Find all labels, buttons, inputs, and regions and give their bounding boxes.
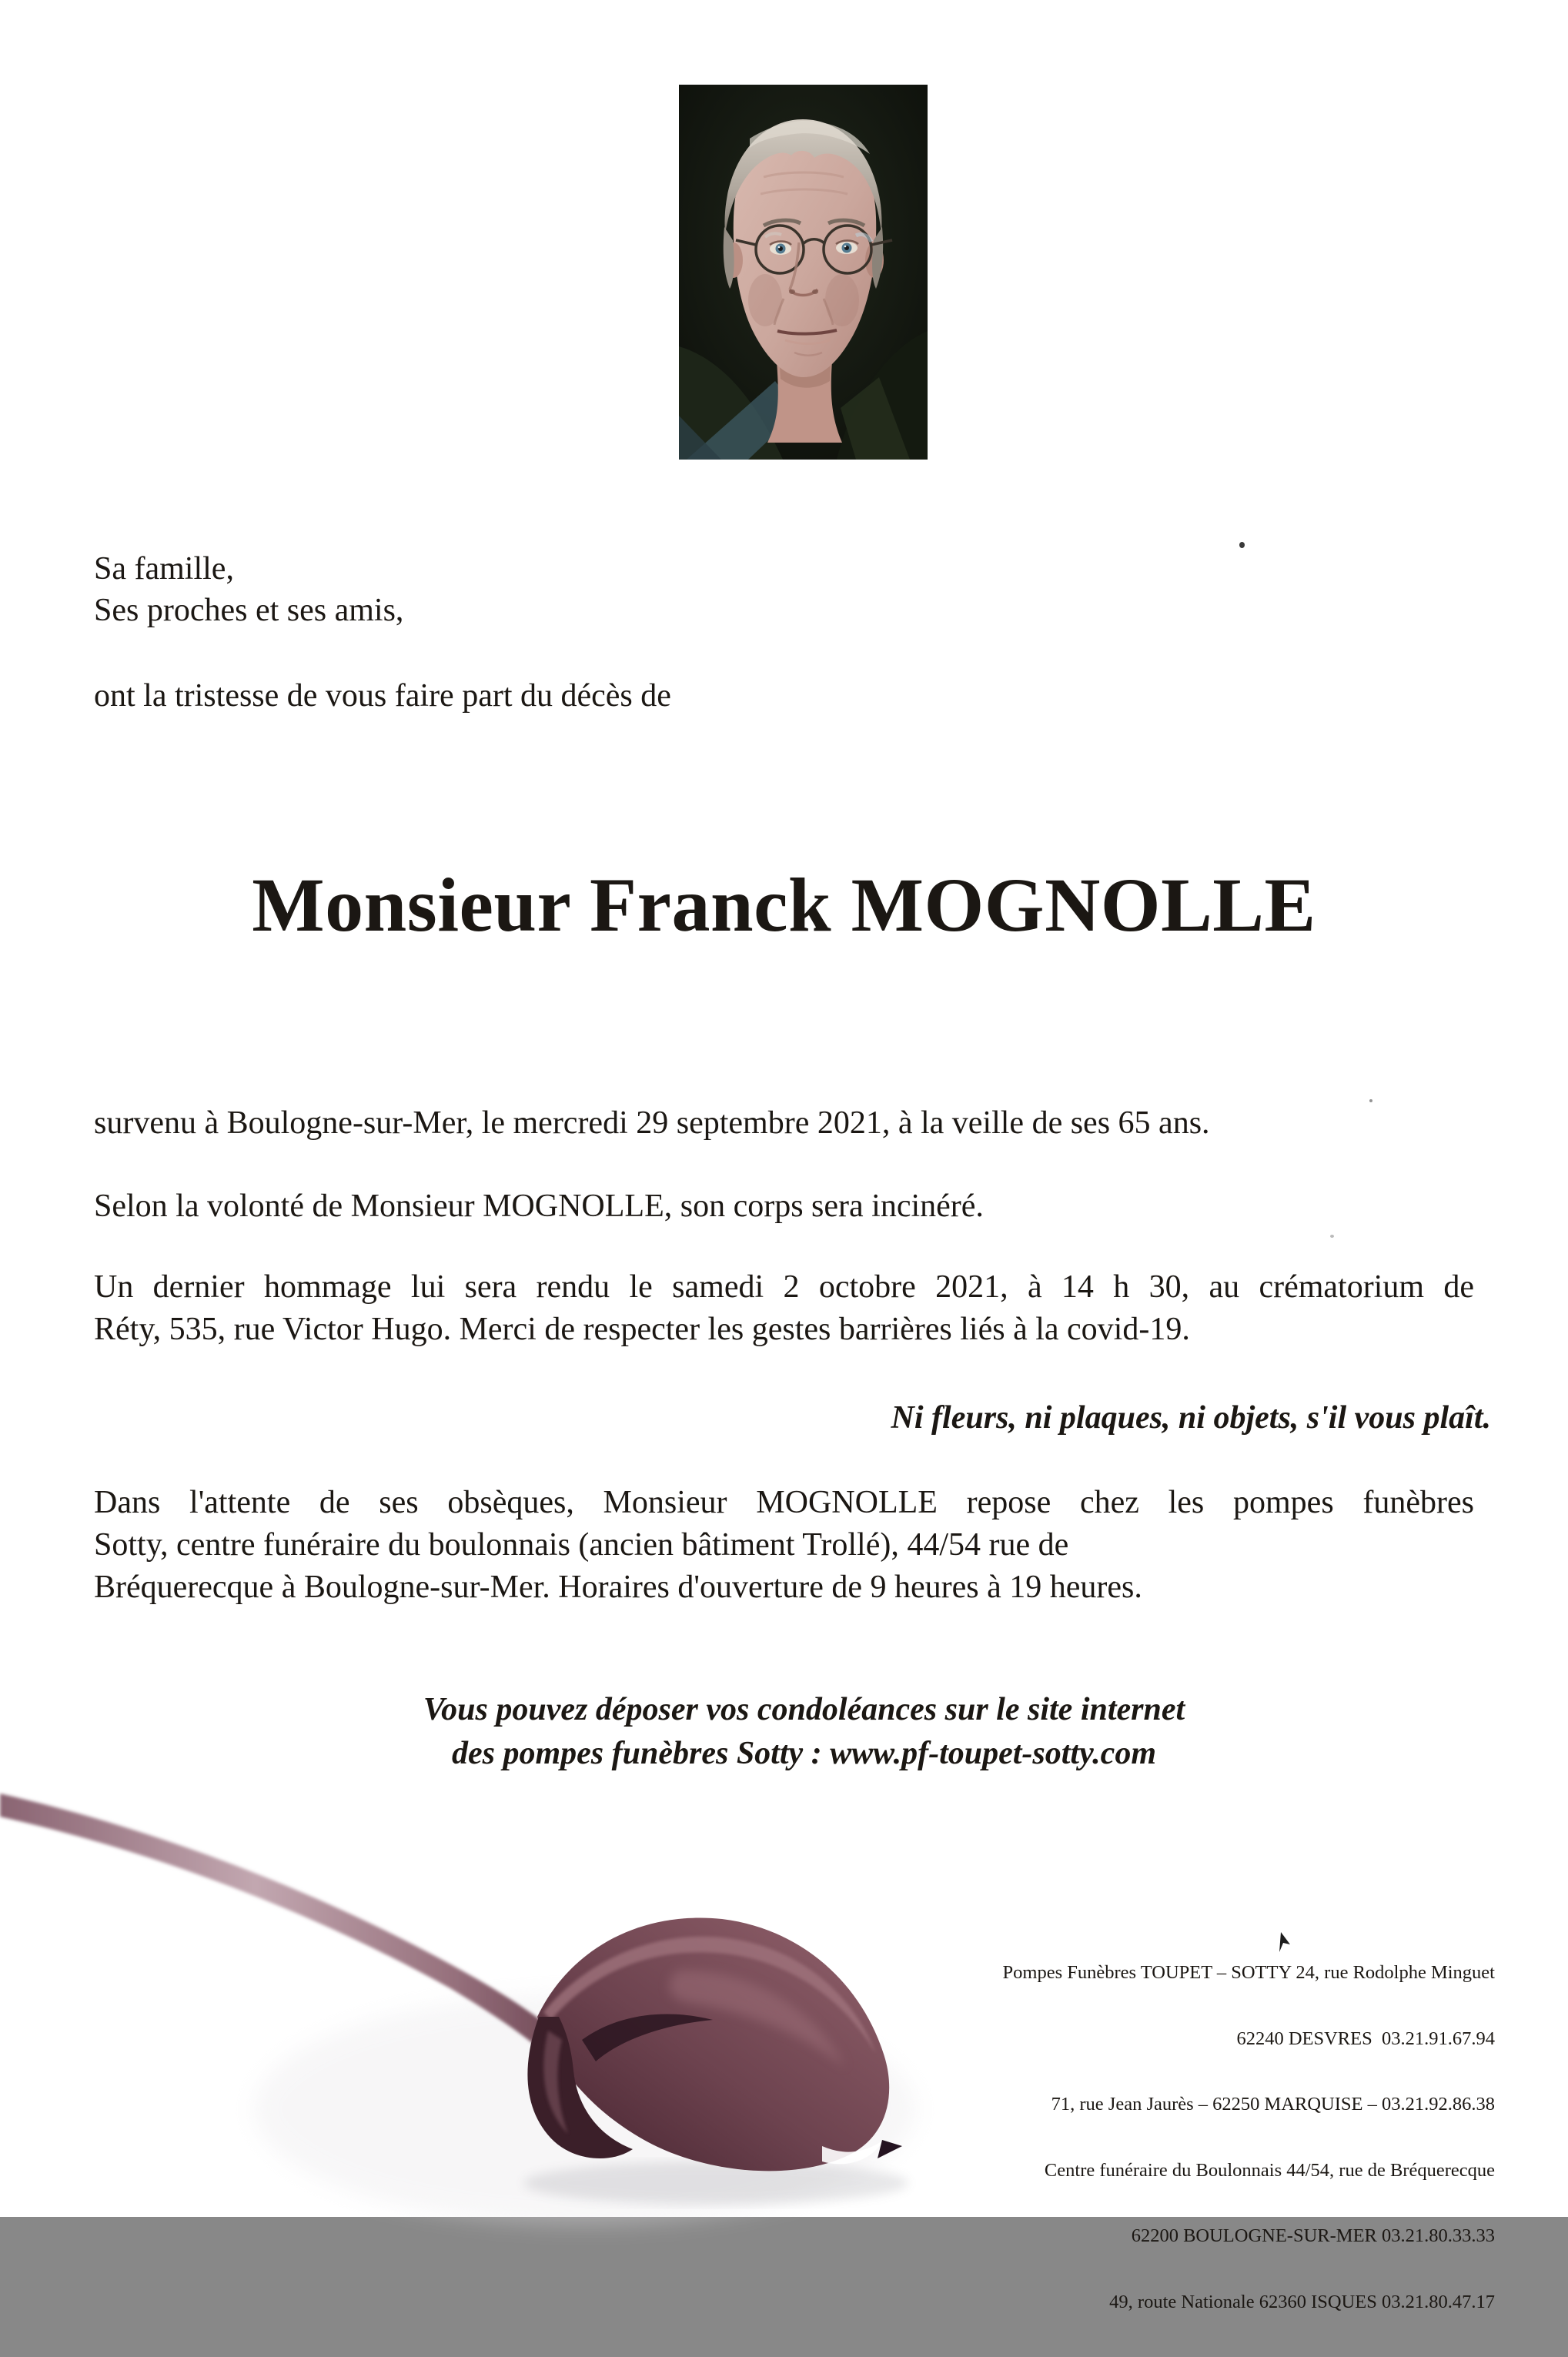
footer-line: Pompes Funèbres TOUPET – SOTTY 24, rue Rodolphe Minguet	[1002, 1962, 1495, 1983]
footer-line: 71, rue Jean Jaurès – 62250 MARQUISE – 03.21.92.86.38	[1051, 2094, 1495, 2115]
scan-speck	[1330, 1235, 1334, 1238]
cursor-artifact	[1272, 1931, 1292, 1954]
intro-line-2: Ses proches et ses amis,	[94, 593, 404, 628]
paragraph-wish: Selon la volonté de Monsieur MOGNOLLE, son corps sera incinéré.	[94, 1189, 984, 1224]
footer-line: Centre funéraire du Boulonnais 44/54, rue de Bréquerecque	[1044, 2159, 1495, 2181]
paragraph-repose-line-3: Bréquerecque à Boulogne-sur-Mer. Horaires d'ouverture de 9 heures à 19 heures.	[94, 1570, 1142, 1605]
paragraph-homage-line-1: Un dernier hommage lui sera rendu le samedi 2 octobre 2021, à 14 h 30, au crématorium de	[94, 1269, 1474, 1305]
page-title: Monsieur Franck MOGNOLLE	[252, 862, 1316, 948]
paragraph-homage-line-2: Réty, 535, rue Victor Hugo. Merci de respecter les gestes barrières liés à la covid-19.	[94, 1312, 1190, 1347]
calla-lily-image	[0, 1786, 924, 2217]
funeral-home-contact-block	[847, 1918, 1495, 2357]
condolences-line-2: des pompes funèbres Sotty : www.pf-toupet-sotty.com	[452, 1736, 1156, 1771]
intro-line-3: ont la tristesse de vous faire part du décès de	[94, 678, 671, 714]
scan-speck	[1239, 542, 1245, 548]
paragraph-repose-line-1: Dans l'attente de ses obsèques, Monsieur MOGNOLLE repose chez les pompes funèbres	[94, 1485, 1474, 1520]
footer-line: 62200 BOULOGNE-SUR-MER 03.21.80.33.33	[1131, 2225, 1495, 2246]
paragraph-repose-line-2: Sotty, centre funéraire du boulonnais (ancien bâtiment Trollé), 44/54 rue de	[94, 1527, 1069, 1563]
intro-line-1: Sa famille,	[94, 551, 234, 587]
portrait-photo	[679, 85, 928, 460]
condolences-line-1: Vous pouvez déposer vos condoléances sur le site internet	[423, 1692, 1185, 1727]
paragraph-death: survenu à Boulogne-sur-Mer, le mercredi 29 septembre 2021, à la veille de ses 65 ans.	[94, 1105, 1210, 1141]
footer-line: 49, route Nationale 62360 ISQUES 03.21.80.47.17	[1109, 2291, 1495, 2312]
scan-speck	[1369, 1099, 1372, 1102]
footer-line: 62240 DESVRES 03.21.91.67.94	[1236, 2028, 1495, 2049]
portrait-illustration	[679, 85, 928, 460]
paragraph-no-flowers: Ni fleurs, ni plaques, ni objets, s'il vous plaît.	[891, 1400, 1491, 1436]
calla-lily-illustration	[0, 1786, 924, 2217]
